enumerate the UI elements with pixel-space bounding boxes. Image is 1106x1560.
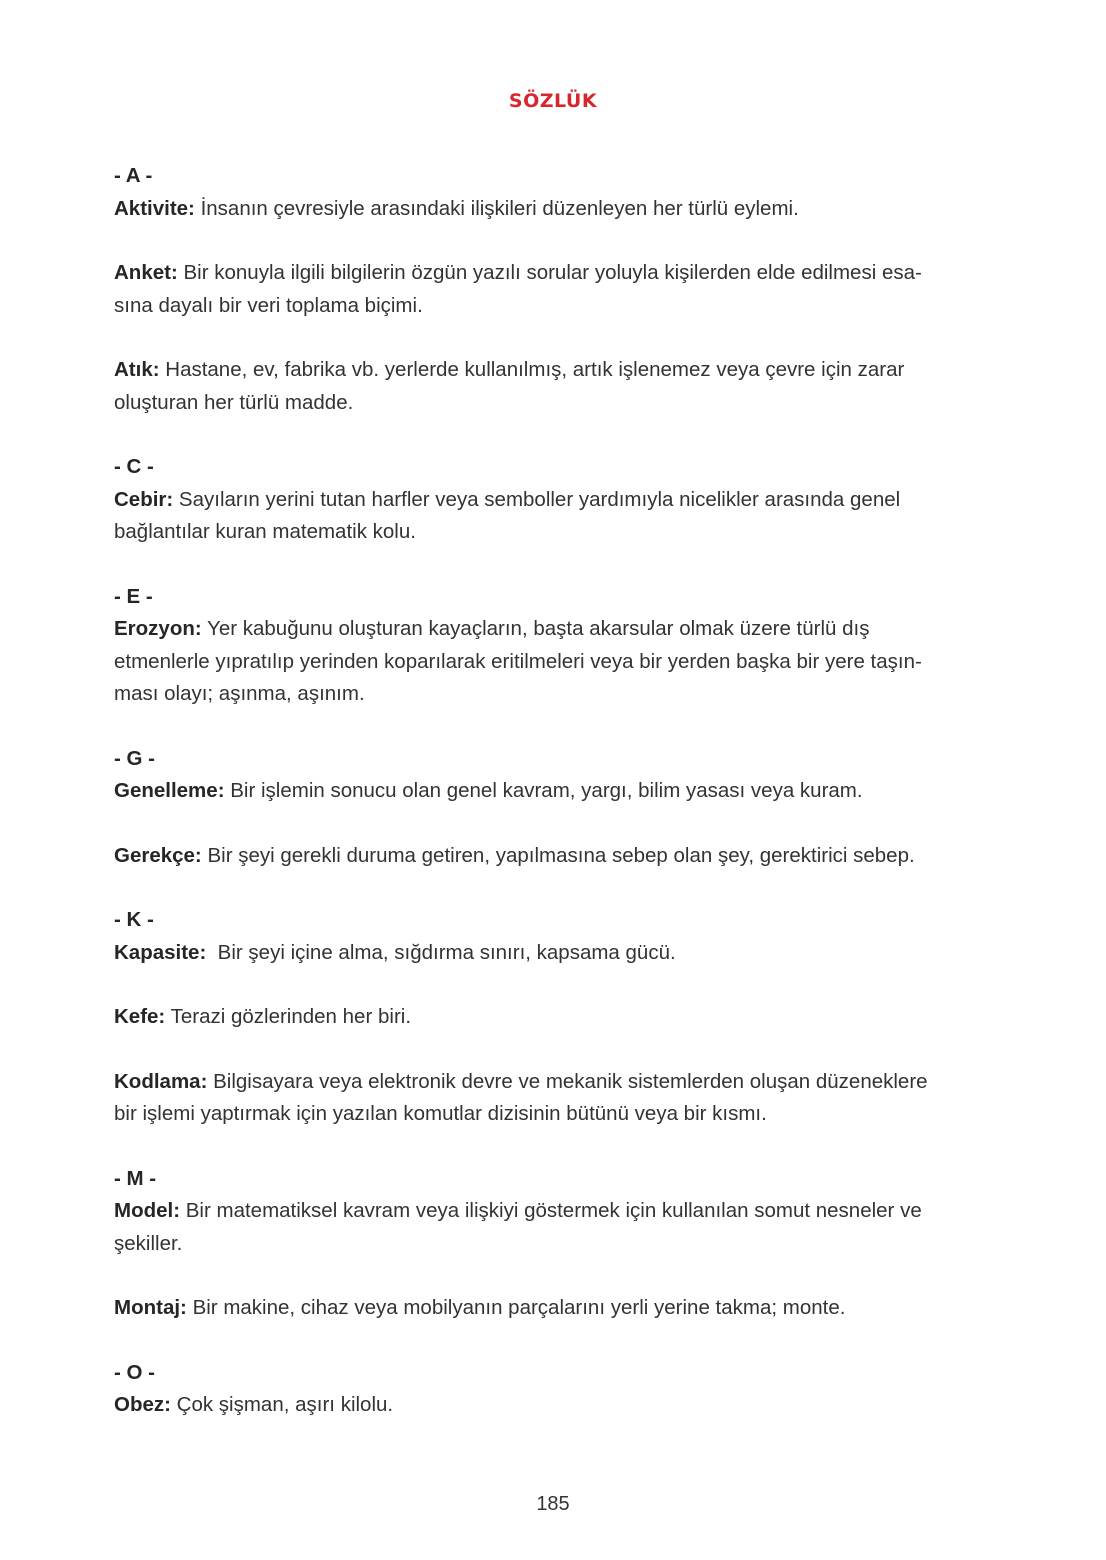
section-heading-g: - G -	[114, 746, 155, 770]
definition: Bir konuyla ilgili bilgilerin özgün yazılı sorular yoluyla kişilerden elde edilmesi esa-	[177, 261, 922, 284]
definition: Bir matematiksel kavram veya ilişkiyi göstermek için kullanılan somut nesneler ve	[180, 1199, 922, 1222]
definition: Bir şeyi içine alma, sığdırma sınırı, kapsama gücü.	[206, 940, 676, 964]
term: Cebir:	[114, 487, 174, 511]
definition-cont: etmenlerle yıpratılıp yerinden koparılarak eritilmeleri veya bir yerden başka bir yere taşın-	[114, 649, 922, 673]
section-heading-k: - K -	[114, 908, 154, 931]
definition-cont: oluşturan her türlü madde.	[114, 390, 354, 414]
page-title: SÖZLÜK	[508, 90, 598, 112]
definition: Bir şeyi gerekli duruma getiren, yapılmasına sebep olan şey, gerektirici sebep.	[201, 843, 915, 867]
term: Erozyon:	[114, 617, 202, 640]
entry-aktivite	[114, 193, 994, 226]
section-heading-o: - O -	[114, 1360, 155, 1384]
term: Kodlama:	[114, 1069, 208, 1093]
entry-obez	[114, 1389, 994, 1422]
entry-montaj	[114, 1292, 994, 1325]
term: Gerekçe:	[114, 843, 202, 867]
entry-cebir	[114, 484, 994, 549]
definition: Çok şişman, aşırı kilolu.	[170, 1393, 394, 1416]
term: Montaj:	[114, 1296, 187, 1319]
term: Aktivite:	[114, 196, 195, 220]
entry-kefe	[114, 1001, 994, 1034]
entry-atik	[114, 354, 994, 419]
section-heading-e: - E -	[114, 584, 153, 608]
definition-cont: sına dayalı bir veri toplama biçimi.	[114, 293, 423, 317]
term: Model:	[114, 1199, 181, 1222]
entry-kapasite	[114, 937, 994, 970]
definition-cont: ması olayı; aşınma, aşınım.	[114, 682, 365, 705]
glossary-content	[114, 160, 994, 1422]
entry-kodlama	[114, 1066, 994, 1131]
section-heading-m: - M -	[114, 1166, 157, 1190]
definition-cont: şekiller.	[114, 1231, 183, 1255]
definition: Terazi gözlerinden her biri.	[165, 1005, 412, 1028]
entry-erozyon	[114, 613, 994, 711]
definition: Bir işlemin sonucu olan genel kavram, yargı, bilim yasası veya kuram.	[224, 779, 863, 802]
section-heading-c: - C -	[114, 455, 154, 478]
term: Atık:	[114, 358, 160, 381]
term: Kefe:	[114, 1005, 166, 1028]
term: Kapasite:	[114, 940, 207, 964]
entry-gerekce	[114, 840, 994, 873]
definition-cont: bağlantılar kuran matematik kolu.	[114, 520, 416, 543]
term: Genelleme:	[114, 779, 225, 802]
definition: Sayıların yerini tutan harfler veya semboller yardımıyla nicelikler arasında genel	[173, 487, 901, 511]
definition: İnsanın çevresiyle arasındaki ilişkileri düzenleyen her türlü eylemi.	[194, 196, 799, 220]
term: Obez:	[114, 1393, 171, 1416]
definition: Hastane, ev, fabrika vb. yerlerde kullanılmış, artık işlenemez veya çevre için zarar	[159, 358, 905, 381]
section-heading-a: - A -	[114, 164, 153, 187]
definition: Bilgisayara veya elektronik devre ve mekanik sistemlerden oluşan düzeneklere	[207, 1069, 928, 1093]
entry-model	[114, 1195, 994, 1260]
definition-cont: bir işlemi yaptırmak için yazılan komutlar dizisinin bütünü veya bir kısmı.	[114, 1102, 767, 1125]
page-number: 185	[536, 1493, 570, 1515]
term: Anket:	[114, 261, 178, 284]
definition: Yer kabuğunu oluşturan kayaçların, başta akarsular olmak üzere türlü dış	[201, 617, 870, 640]
entry-anket	[114, 257, 994, 322]
definition: Bir makine, cihaz veya mobilyanın parçalarını yerli yerine takma; monte.	[186, 1296, 846, 1319]
entry-genelleme	[114, 775, 994, 808]
